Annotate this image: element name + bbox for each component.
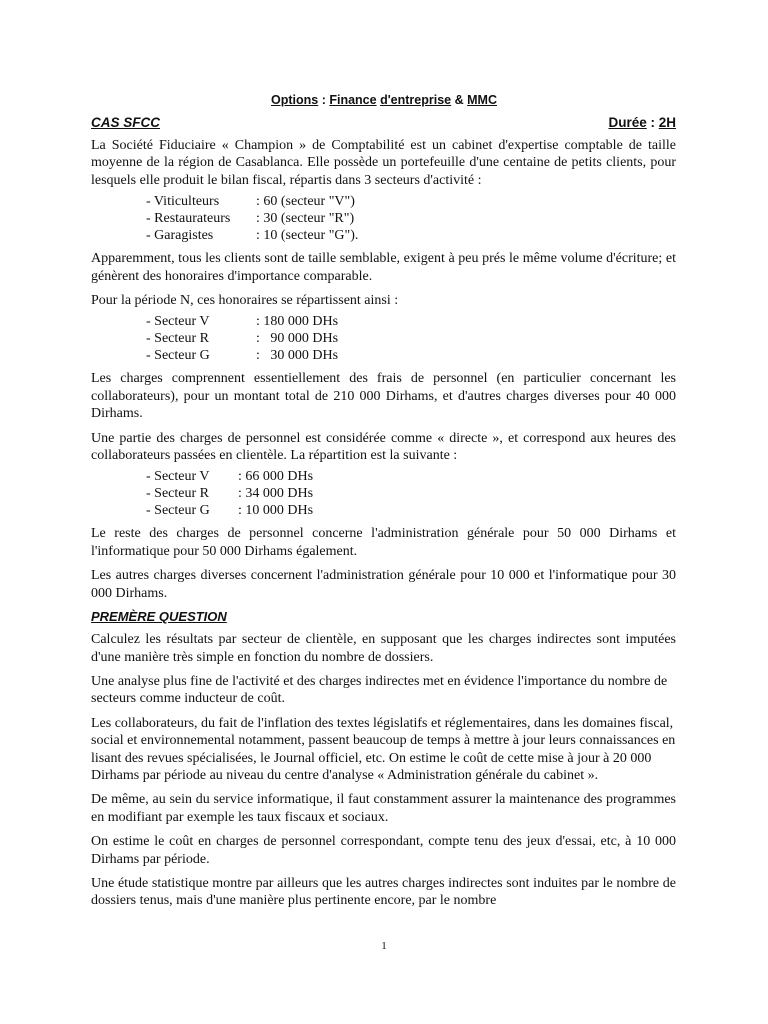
paragraph-other-charges: Les autres charges diverses concernent l'administration générale pour 10 000 et l'informatique pour 30 000 Dirhams. bbox=[91, 568, 676, 601]
paragraph-rest-personnel: Le reste des charges de personnel concerne l'administration générale pour 50 000 Dirhams et l'informatique pour 50 000 Dirhams également. bbox=[91, 526, 676, 559]
client-sectors-list bbox=[146, 193, 676, 244]
options-header bbox=[0, 92, 768, 108]
paragraph-apparently: Apparemment, tous les clients sont de taille semblable, exigent à peu prés le même volume d'écriture; et génèrent des honoraires d'importance comparable. bbox=[91, 251, 676, 284]
paragraph-period: Pour la période N, ces honoraires se répartissent ainsi : bbox=[91, 293, 399, 309]
option-entreprise: d'entreprise bbox=[380, 93, 452, 107]
options-colon: : bbox=[318, 93, 330, 107]
option-finance: Finance bbox=[329, 93, 377, 107]
list-item bbox=[146, 313, 676, 330]
list-item bbox=[146, 347, 676, 364]
options-label: Options bbox=[271, 93, 319, 107]
paragraph-collaborators: Les collaborateurs, du fait de l'inflation des textes législatifs et réglementaires, dans les domaines fiscal, social et environnemental notamment, passent beaucoup de temps à mettre à jour leurs connaissances en lisant des revues spécialisées, le Journal officiel, etc. On estime le coût de cette mise à jour à 20 000 Dirhams par période au niveau du centre d'analyse « Administration générale du cabinet ». bbox=[91, 715, 676, 783]
paragraph-statistics: Une étude statistique montre par ailleurs que les autres charges indirectes sont induites par le nombre de dossiers tenus, mais d'une manière plus pertinente encore, par le nombre bbox=[91, 875, 676, 909]
direct-charges-list bbox=[146, 468, 676, 519]
list-item-value: : 60 (secteur "V") bbox=[256, 194, 355, 210]
case-header bbox=[91, 115, 676, 133]
option-mmc: MMC bbox=[467, 93, 497, 107]
list-item-label: - Secteur R bbox=[146, 331, 209, 347]
duration: Durée : 2H bbox=[608, 115, 676, 130]
duration-value: 2H bbox=[658, 115, 676, 130]
paragraph-intro: La Société Fiduciaire « Champion » de Comptabilité est un cabinet d'expertise comptable de taille moyenne de la région de Casablanca. Elle possède un portefeuille d'une centaine de petits clients, pour lesquels elle produit le bilan fiscal, répartis dans 3 secteurs d'activité : bbox=[91, 138, 676, 188]
case-title: CAS SFCC bbox=[91, 115, 161, 130]
list-item bbox=[146, 330, 676, 347]
list-item-value: : 180 000 DHs bbox=[256, 314, 339, 330]
list-item-label: - Secteur V bbox=[146, 469, 210, 485]
paragraph-direct: Une partie des charges de personnel est considérée comme « directe », et correspond aux heures des collaborateurs passées en clientèle. La répartition est la suivante : bbox=[91, 430, 676, 464]
paragraph-cost-estimate: On estime le coût en charges de personnel correspondant, compte tenu des jeux d'essai, etc, à 10 000 Dirhams par période. bbox=[91, 834, 676, 867]
fees-list bbox=[146, 313, 676, 364]
page-number: 1 bbox=[381, 940, 387, 952]
paragraph-calculate: Calculez les résultats par secteur de clientèle, en supposant que les charges indirectes sont imputées d'une manière très simple en fonction du nombre de dossiers. bbox=[91, 632, 676, 665]
list-item-value: : 90 000 DHs bbox=[256, 331, 339, 347]
list-item bbox=[146, 485, 676, 502]
list-item-value: : 10 000 DHs bbox=[238, 503, 314, 519]
options-ampersand: & bbox=[451, 93, 468, 107]
duration-label: Durée bbox=[608, 115, 647, 130]
list-item bbox=[146, 227, 676, 244]
list-item-value: : 34 000 DHs bbox=[238, 486, 314, 502]
list-item bbox=[146, 193, 676, 210]
paragraph-analysis: Une analyse plus fine de l'activité et des charges indirectes met en évidence l'importance du nombre de secteurs comme inducteur de coût. bbox=[91, 673, 668, 707]
list-item-value: : 10 (secteur "G"). bbox=[256, 228, 359, 244]
list-item-label: - Restaurateurs bbox=[146, 211, 231, 227]
list-item-value: : 30 (secteur "R") bbox=[256, 211, 355, 227]
document-body bbox=[91, 137, 676, 917]
list-item bbox=[146, 468, 676, 485]
list-item-value: : 66 000 DHs bbox=[238, 469, 314, 485]
list-item-label: - Secteur R bbox=[146, 486, 209, 502]
list-item bbox=[146, 502, 676, 519]
list-item-label: - Secteur V bbox=[146, 314, 210, 330]
paragraph-charges: Les charges comprennent essentiellement des frais de personnel (en particulier concernant les collaborateurs), pour un montant total de 210 000 Dirhams, et d'autres charges diverses pour 40 000 Dirhams. bbox=[91, 371, 676, 422]
list-item-value: : 30 000 DHs bbox=[256, 348, 339, 364]
question-title: PREMÈRE QUESTION bbox=[91, 609, 227, 625]
list-item-label: - Secteur G bbox=[146, 503, 210, 519]
list-item bbox=[146, 210, 676, 227]
paragraph-it-service: De même, au sein du service informatique, il faut constamment assurer la maintenance des programmes en modifiant par exemple les taux fiscaux et sociaux. bbox=[91, 792, 676, 825]
list-item-label: - Secteur G bbox=[146, 348, 210, 364]
list-item-label: - Garagistes bbox=[146, 228, 214, 244]
list-item-label: - Viticulteurs bbox=[146, 194, 220, 210]
